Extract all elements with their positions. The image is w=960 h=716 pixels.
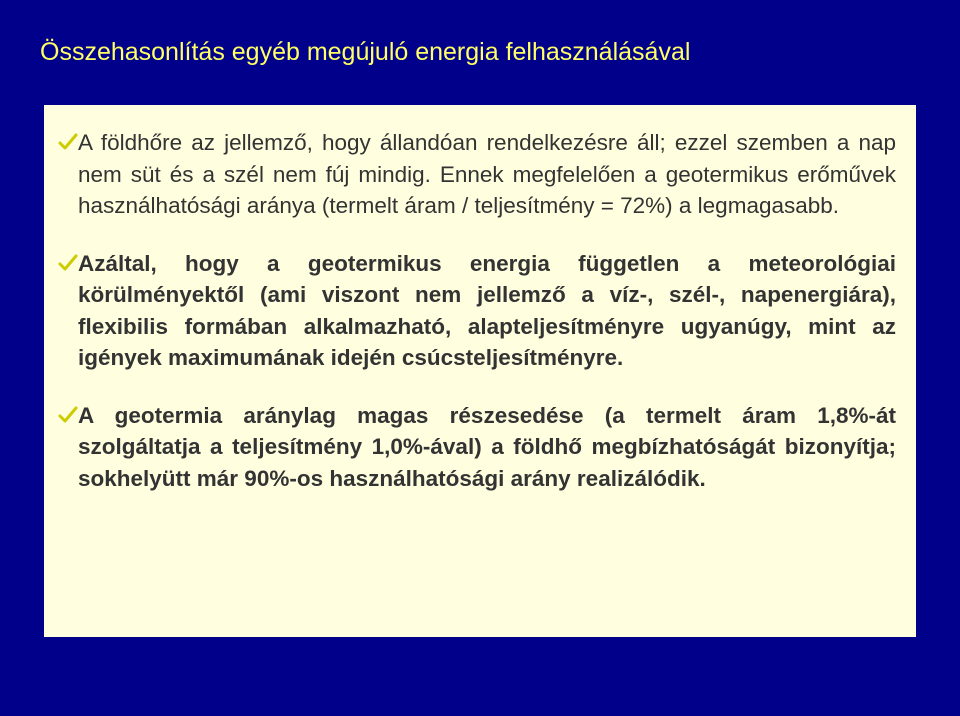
bullet-item — [58, 127, 896, 222]
bullet-text: Azáltal, hogy a geotermikus energia független a meteorológiai körülményektől (ami viszont nem jellemző a víz-, szél-, napenergiára), flexibilis formában alkalmazható, alapteljesítményre ugyanúgy, mint az igények maximumának idején csúcsteljesítményre. — [78, 250, 896, 370]
slide-title: Összehasonlítás egyéb megújuló energia felhasználásával — [40, 38, 691, 66]
content-box — [44, 105, 916, 637]
bullet-item — [58, 400, 896, 495]
checkmark-icon — [58, 253, 78, 273]
checkmark-icon — [58, 405, 78, 425]
bullet-text: A földhőre az jellemző, hogy állandóan rendelkezésre áll; ezzel szemben a nap nem süt és a szél nem fúj mindig. Ennek megfelelően a geotermikus erőművek használhatósági aránya (termelt áram / teljesítmény = 72%) a legmagasabb. — [78, 130, 896, 218]
bullet-text: A geotermia aránylag magas részesedése (a termelt áram 1,8%-át szolgáltatja a teljesítmény 1,0%-ával) a földhő megbízhatóságát bizonyítja; sokhelyütt már 90%-os használhatósági arány realizálódik. — [78, 402, 896, 491]
checkmark-icon — [58, 132, 78, 152]
bullet-item — [58, 248, 896, 374]
